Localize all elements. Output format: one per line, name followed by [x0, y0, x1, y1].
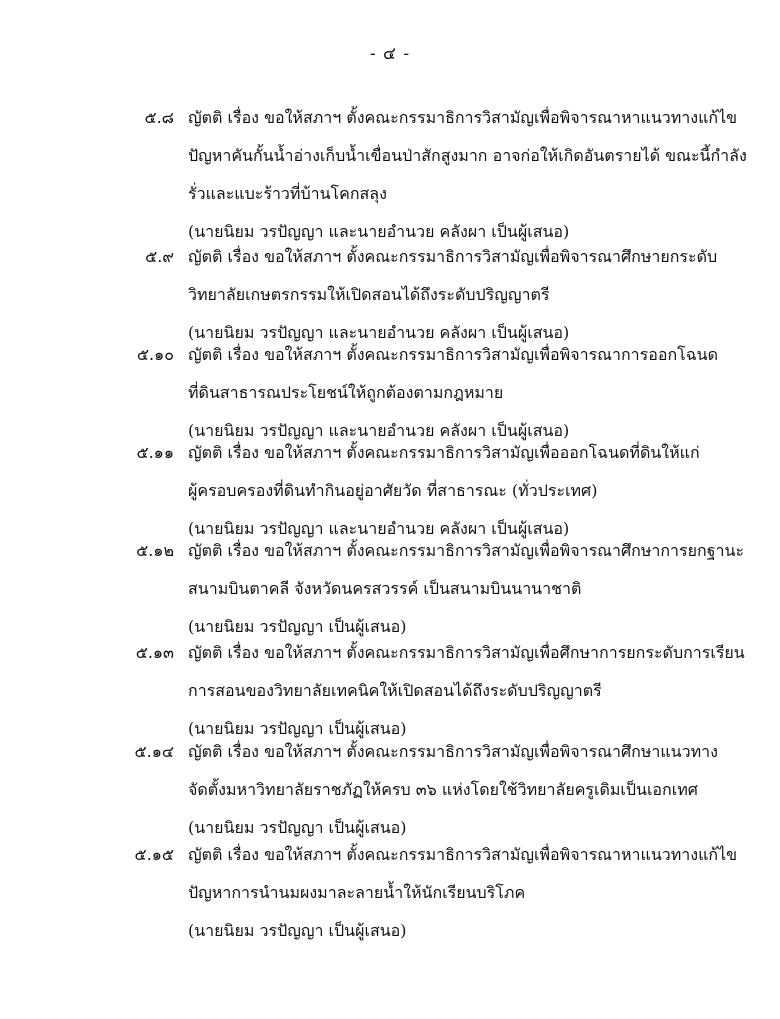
motion-proposer: (นายนิยม วรปัญญา และนายอำนวย คลังผา เป็นผู้เสนอ) [188, 421, 570, 440]
motion-number: ๕.๑๑ [136, 443, 174, 462]
motion-number: ๕.๑๒ [136, 541, 174, 560]
motion-number: ๕.๑๓ [135, 643, 174, 662]
motion-body [188, 434, 768, 548]
motion-title-line: ปัญหาการนำนมผงมาละลายน้ำให้นักเรียนบริโภค [188, 883, 526, 902]
page-number: - ๔ - [369, 44, 411, 64]
motion-title-line: จัดตั้งมหาวิทยาลัยราชภัฏให้ครบ ๓๖ แห่งโดยใช้วิทยาลัยครูเดิมเป็นเอกเทศ [188, 780, 698, 799]
motion-title-line: ญัตติ เรื่อง ขอให้สภาฯ ตั้งคณะกรรมาธิการวิสามัญเพื่อออกโฉนดที่ดินให้แก่ [188, 443, 700, 462]
motion-body [188, 99, 768, 251]
motion-body [188, 532, 768, 646]
motion-number: ๕.๑๔ [134, 742, 174, 761]
motion-number: ๕.๑๐ [136, 345, 174, 364]
motion-title-line: วิทยาลัยเกษตรกรรมให้เปิดสอนได้ถึงระดับปริญญาตรี [188, 285, 550, 304]
motion-title-line: ปัญหาคันกั้นน้ำอ่างเก็บน้ำเขื่อนป่าสักสูงมาก อาจก่อให้เกิดอันตรายได้ ขณะนี้กำลัง [188, 146, 747, 165]
motion-title-line: ญัตติ เรื่อง ขอให้สภาฯ ตั้งคณะกรรมาธิการวิสามัญเพื่อพิจารณาหาแนวทางแก้ไข [188, 108, 738, 127]
motion-number: ๕.๙ [145, 247, 174, 266]
motion-body [188, 836, 768, 950]
motion-proposer: (นายนิยม วรปัญญา เป็นผู้เสนอ) [188, 818, 407, 837]
motion-number: ๕.๘ [144, 108, 174, 127]
motion-proposer: (นายนิยม วรปัญญา เป็นผู้เสนอ) [188, 921, 407, 940]
motion-title-line: ที่ดินสาธารณประโยชน์ให้ถูกต้องตามกฎหมาย [188, 383, 504, 402]
motion-number: ๕.๑๕ [134, 845, 174, 864]
motion-proposer: (นายนิยม วรปัญญา และนายอำนวย คลังผา เป็นผู้เสนอ) [188, 519, 570, 538]
motion-body [188, 733, 768, 847]
motion-title-line: การสอนของวิทยาลัยเทคนิคให้เปิดสอนได้ถึงระดับปริญญาตรี [188, 681, 602, 700]
motion-proposer: (นายนิยม วรปัญญา เป็นผู้เสนอ) [188, 719, 407, 738]
motion-title-line: ผู้ครอบครองที่ดินทำกินอยู่อาศัยวัด ที่สาธารณะ (ทั่วประเทศ) [188, 481, 598, 500]
motion-body [188, 336, 768, 450]
motion-title-line: รั่วและแบะร้าวที่บ้านโคกสลุง [188, 184, 387, 203]
motion-title-line: ญัตติ เรื่อง ขอให้สภาฯ ตั้งคณะกรรมาธิการวิสามัญเพื่อพิจารณาศึกษาการยกฐานะ [188, 541, 745, 560]
motion-title-line: สนามบินตาคลี จังหวัดนครสวรรค์ เป็นสนามบินนานาชาติ [188, 579, 582, 598]
motion-proposer: (นายนิยม วรปัญญา และนายอำนวย คลังผา เป็นผู้เสนอ) [188, 323, 570, 342]
motion-body [188, 634, 768, 748]
motion-body [188, 238, 768, 352]
motion-title-line: ญัตติ เรื่อง ขอให้สภาฯ ตั้งคณะกรรมาธิการวิสามัญเพื่อพิจารณาศึกษายกระดับ [188, 247, 718, 266]
motion-proposer: (นายนิยม วรปัญญา และนายอำนวย คลังผา เป็นผู้เสนอ) [188, 222, 570, 241]
motion-title-line: ญัตติ เรื่อง ขอให้สภาฯ ตั้งคณะกรรมาธิการวิสามัญเพื่อพิจารณาการออกโฉนด [188, 345, 718, 364]
motion-title-line: ญัตติ เรื่อง ขอให้สภาฯ ตั้งคณะกรรมาธิการวิสามัญเพื่อศึกษาการยกระดับการเรียน [188, 643, 745, 662]
motion-title-line: ญัตติ เรื่อง ขอให้สภาฯ ตั้งคณะกรรมาธิการวิสามัญเพื่อพิจารณาศึกษาแนวทาง [188, 742, 718, 761]
motion-title-line: ญัตติ เรื่อง ขอให้สภาฯ ตั้งคณะกรรมาธิการวิสามัญเพื่อพิจารณาหาแนวทางแก้ไข [188, 845, 738, 864]
motion-proposer: (นายนิยม วรปัญญา เป็นผู้เสนอ) [188, 617, 407, 636]
